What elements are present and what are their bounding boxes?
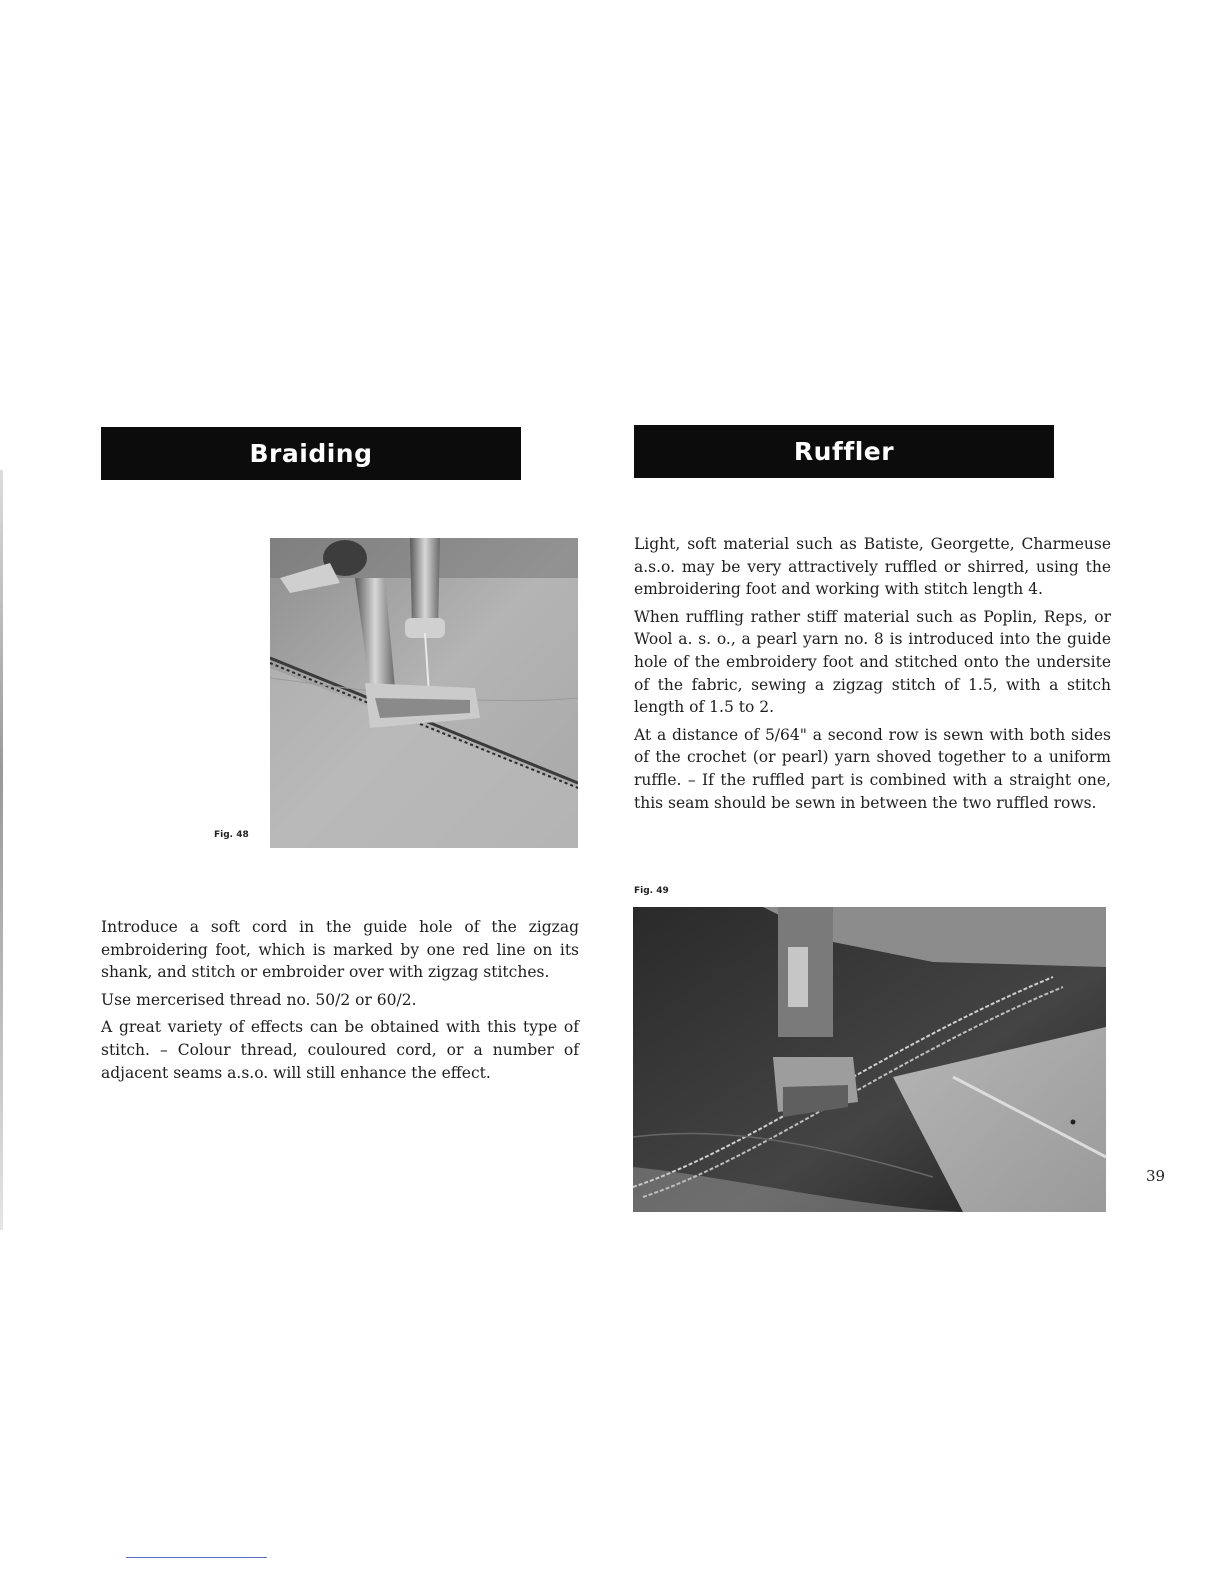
braiding-paragraph: A great variety of effects can be obtained with this type of stitch. – Colour thread, couloured cord, or a number of adjacent seams a.s.o. will still enhance the effect. [101,1018,579,1082]
braiding-title: Braiding [249,439,373,468]
ruffler-paragraph: Light, soft material such as Batiste, Georgette, Charmeuse a.s.o. may be very attractively ruffled or shirred, using the embroidering foot and working with stitch length 4. [634,535,1111,599]
braiding-paragraph: Use mercerised thread no. 50/2 or 60/2. [101,990,417,1009]
fig-49-photo [633,907,1106,1212]
fig-48-photo [270,538,578,848]
fig-48-label: Fig. 48 [214,830,249,840]
ruffler-paragraph: When ruffling rather stiff material such as Poplin, Reps, or Wool a. s. o., a pearl yarn no. 8 is introduced into the guide hole of the embroidery foot and stitched onto the undersite of the fabric, sewing a zigzag stitch of 1.5, with a stitch length of 1.5 to 2. [634,607,1111,717]
fig-49-label: Fig. 49 [634,886,669,896]
ruffler-title: Ruffler [793,437,895,466]
page-number: 39 [1146,1167,1166,1185]
ruffler-paragraph: At a distance of 5/64" a second row is sewn with both sides of the crochet (or pearl) yarn shoved together to a uniform ruffle. – If the ruffled part is combined with a straight one, this seam should be sewn in between the two ruffled rows. [634,725,1111,812]
ruffler-body [634,533,1111,819]
scan-edge [0,470,3,1230]
ruffler-heading-bar [634,425,1054,478]
braiding-body [101,916,579,1089]
bottom-rule [126,1557,267,1558]
braiding-heading-bar [101,427,521,480]
braiding-paragraph: Introduce a soft cord in the guide hole of the zigzag embroidering foot, which is marked by one red line on its shank, and stitch or embroider over with zigzag stitches. [101,918,579,982]
